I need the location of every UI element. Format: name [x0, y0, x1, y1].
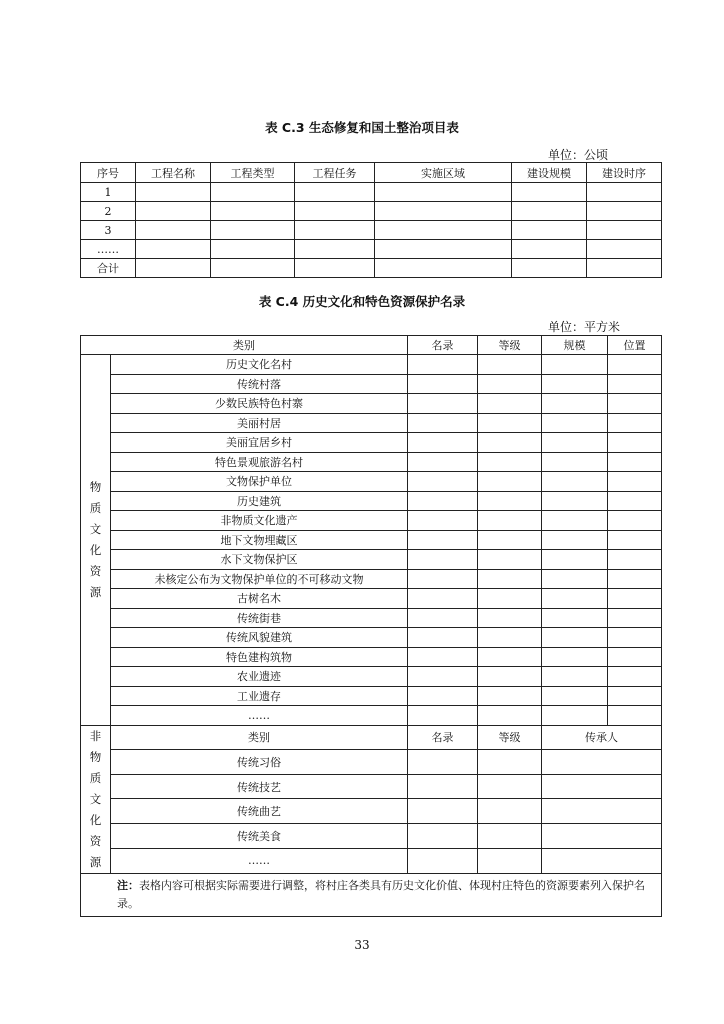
table-c3-header-cell: 序号 [81, 163, 136, 183]
table-c4-material-row [81, 686, 662, 706]
table-c4-empty-cell [542, 750, 662, 775]
table-c4-empty-cell [478, 750, 542, 775]
table-c4-intangible-row [81, 774, 662, 799]
table-c4-empty-cell [542, 799, 662, 824]
table-c4-empty-cell [478, 589, 542, 609]
table-c4-material-row [81, 433, 662, 453]
material-item-cell: 少数民族特色村寨 [111, 394, 408, 414]
table-c4-empty-cell [608, 472, 662, 492]
table-c4-intangible-row [81, 799, 662, 824]
table-c4-empty-cell [608, 647, 662, 667]
table-c4-empty-cell [408, 491, 478, 511]
table-c3-empty-cell [211, 183, 295, 202]
table-c4-empty-cell [608, 667, 662, 687]
table-c4-header-cell: 规模 [542, 336, 608, 355]
table-c3-empty-cell [587, 202, 662, 221]
table-c3-empty-cell [375, 221, 512, 240]
intangible-item-cell: 传统曲艺 [111, 799, 408, 824]
table-c4-empty-cell [408, 569, 478, 589]
table-c4-empty-cell [408, 667, 478, 687]
table-c4-empty-cell [478, 394, 542, 414]
table-c3-empty-cell [375, 259, 512, 278]
table-c4-empty-cell [608, 530, 662, 550]
table-c4-material-row [81, 608, 662, 628]
table-c4-material-row [81, 667, 662, 687]
table-c3-empty-cell [136, 221, 211, 240]
material-item-cell: 特色建构筑物 [111, 647, 408, 667]
table-c4-material-row [81, 569, 662, 589]
intangible-item-cell: 传统习俗 [111, 750, 408, 775]
table-c4-empty-cell [608, 374, 662, 394]
table-c4-empty-cell [408, 452, 478, 472]
intangible-header-cell: 等级 [478, 725, 542, 750]
table-c3-header-row [81, 163, 662, 183]
table-c4-title: 表 C.4 历史文化和特色资源保护名录 [258, 294, 466, 309]
table-c3-header-cell: 工程类型 [211, 163, 295, 183]
material-item-cell: 传统街巷 [111, 608, 408, 628]
table-c3-empty-cell [375, 202, 512, 221]
table-c3-index-cell: 1 [81, 183, 136, 202]
table-c3-empty-cell [512, 221, 587, 240]
table-c4-empty-cell [408, 799, 478, 824]
table-c4-empty-cell [478, 472, 542, 492]
material-item-cell: 地下文物埋藏区 [111, 530, 408, 550]
table-c4-material-row [81, 394, 662, 414]
table-c4-empty-cell [542, 452, 608, 472]
table-c3-title: 表 C.3 生态修复和国土整治项目表 [265, 120, 459, 135]
table-c3-empty-cell [295, 221, 375, 240]
table-c4-empty-cell [608, 686, 662, 706]
table-c4-empty-cell [478, 433, 542, 453]
table-c4-material-row [81, 589, 662, 609]
table-c4-empty-cell [542, 589, 608, 609]
table-c4-empty-cell [478, 569, 542, 589]
table-c4-empty-cell [542, 530, 608, 550]
table-c4-empty-cell [542, 433, 608, 453]
material-item-cell: 古树名木 [111, 589, 408, 609]
intangible-header-cell: 类别 [111, 725, 408, 750]
material-item-cell: 美丽村居 [111, 413, 408, 433]
material-item-cell: 水下文物保护区 [111, 550, 408, 570]
table-c3-row [81, 221, 662, 240]
table-c3-unit: 单位：公顷 [548, 148, 609, 162]
table-c4-empty-cell [478, 530, 542, 550]
table-c4-empty-cell [608, 355, 662, 375]
table-c3-empty-cell [295, 259, 375, 278]
intangible-header-cell: 名录 [408, 725, 478, 750]
table-c4-empty-cell [408, 774, 478, 799]
table-c4-empty-cell [608, 511, 662, 531]
material-item-cell: 历史建筑 [111, 491, 408, 511]
table-c4-empty-cell [478, 452, 542, 472]
table-c3-index-cell: 3 [81, 221, 136, 240]
table-c4-empty-cell [478, 355, 542, 375]
table-c4-empty-cell [478, 550, 542, 570]
table-c4-material-row [81, 491, 662, 511]
table-c4-empty-cell [478, 774, 542, 799]
table-c4-empty-cell [478, 413, 542, 433]
material-group-text: 物质文化资源 [89, 479, 102, 599]
table-c4-empty-cell [608, 491, 662, 511]
intangible-item-cell: 传统技艺 [111, 774, 408, 799]
table-c4-empty-cell [608, 569, 662, 589]
table-c3-header-cell: 建设时序 [587, 163, 662, 183]
table-c4-empty-cell [608, 706, 662, 726]
table-c3-empty-cell [136, 259, 211, 278]
table-c3-empty-cell [295, 240, 375, 259]
table-c4-empty-cell [408, 374, 478, 394]
table-c4-empty-cell [408, 394, 478, 414]
table-c3-empty-cell [136, 183, 211, 202]
table-c4-unit: 单位：平方米 [548, 320, 621, 334]
table-c4-empty-cell [478, 824, 542, 849]
table-c4-empty-cell [542, 686, 608, 706]
table-c3-empty-cell [136, 240, 211, 259]
table-c4-empty-cell [478, 608, 542, 628]
table-c4-header-cell: 位置 [608, 336, 662, 355]
table-c4-empty-cell [478, 799, 542, 824]
table-c4-empty-cell [542, 647, 608, 667]
table-c3-row [81, 240, 662, 259]
table-c4-empty-cell [542, 511, 608, 531]
table-c3-index-cell: 合计 [81, 259, 136, 278]
table-c4-intangible-row [81, 824, 662, 849]
table-c4-material-row [81, 647, 662, 667]
table-c4-empty-cell [608, 608, 662, 628]
table-c4-empty-cell [478, 511, 542, 531]
material-item-cell: 未核定公布为文物保护单位的不可移动文物 [111, 569, 408, 589]
table-c3-row [81, 183, 662, 202]
note-label: 注： [117, 878, 139, 892]
table-c4-empty-cell [408, 686, 478, 706]
material-item-cell: 传统风貌建筑 [111, 628, 408, 648]
table-c3-empty-cell [587, 240, 662, 259]
table-c4-empty-cell [542, 355, 608, 375]
table-c3-empty-cell [587, 221, 662, 240]
material-item-cell: 传统村落 [111, 374, 408, 394]
page-number: 33 [354, 938, 370, 952]
table-c4-empty-cell [608, 452, 662, 472]
table-c3-empty-cell [211, 240, 295, 259]
table-c3-index-cell: …… [81, 240, 136, 259]
table-c3-empty-cell [136, 202, 211, 221]
table-c4-empty-cell [408, 628, 478, 648]
table-c4-empty-cell [408, 824, 478, 849]
table-c4-empty-cell [608, 589, 662, 609]
table-c3-row [81, 259, 662, 278]
table-c4-empty-cell [408, 848, 478, 873]
table-c3-empty-cell [512, 240, 587, 259]
table-c4-empty-cell [608, 550, 662, 570]
material-item-cell: …… [111, 706, 408, 726]
table-c4-empty-cell [608, 628, 662, 648]
table-c4-empty-cell [542, 491, 608, 511]
material-item-cell: 历史文化名村 [111, 355, 408, 375]
table-c4-empty-cell [408, 530, 478, 550]
table-c4-empty-cell [542, 413, 608, 433]
table-c4-header-cell: 等级 [478, 336, 542, 355]
table-c4-empty-cell [542, 774, 662, 799]
intangible-group-label [81, 725, 111, 873]
table-c4-empty-cell [608, 394, 662, 414]
table-c3-empty-cell [295, 202, 375, 221]
table-c4-empty-cell [542, 608, 608, 628]
table-c3-index-cell: 2 [81, 202, 136, 221]
table-c3-empty-cell [587, 183, 662, 202]
table-c4-material-row [81, 452, 662, 472]
material-item-cell: 农业遗迹 [111, 667, 408, 687]
table-c4-intangible-row [81, 848, 662, 873]
table-c4-empty-cell [408, 589, 478, 609]
table-c4-material-row [81, 530, 662, 550]
table-c4-header-cell: 类别 [81, 336, 408, 355]
table-c3-header-cell: 工程任务 [295, 163, 375, 183]
table-c3-row [81, 202, 662, 221]
table-c4-empty-cell [408, 647, 478, 667]
intangible-group-text: 非物质文化资源 [89, 728, 102, 869]
table-c3-empty-cell [211, 221, 295, 240]
table-c4-empty-cell [542, 472, 608, 492]
table-c4-empty-cell [478, 491, 542, 511]
table-c4-material-row [81, 355, 662, 375]
table-c4-empty-cell [408, 433, 478, 453]
table-c4-header-cell: 名录 [408, 336, 478, 355]
table-c4-empty-cell [542, 394, 608, 414]
table-c4-empty-cell [408, 511, 478, 531]
table-c4-empty-cell [542, 550, 608, 570]
table-c4-empty-cell [478, 647, 542, 667]
table-c4-empty-cell [408, 608, 478, 628]
table-c3-header-cell: 实施区域 [375, 163, 512, 183]
note-text: 表格内容可根据实际需要进行调整，将村庄各类具有历史文化价值、体现村庄特色的资源要素列入保护名录。 [117, 878, 645, 910]
table-c3-empty-cell [375, 240, 512, 259]
table-c4-material-row [81, 374, 662, 394]
table-c4-empty-cell [542, 848, 662, 873]
table-c3-empty-cell [512, 259, 587, 278]
intangible-item-cell: …… [111, 848, 408, 873]
table-c4-empty-cell [478, 374, 542, 394]
table-c4-intangible-header-row [81, 725, 662, 750]
table-c4-empty-cell [408, 355, 478, 375]
table-c4-empty-cell [542, 569, 608, 589]
table-c4-empty-cell [478, 706, 542, 726]
material-item-cell: 非物质文化遗产 [111, 511, 408, 531]
table-c4-material-row [81, 628, 662, 648]
table-c4-empty-cell [478, 686, 542, 706]
table-c4-note-row [81, 873, 662, 916]
table-c4-empty-cell [478, 848, 542, 873]
intangible-item-cell: 传统美食 [111, 824, 408, 849]
table-c4-empty-cell [408, 750, 478, 775]
material-item-cell: 美丽宜居乡村 [111, 433, 408, 453]
table-c4-material-row [81, 413, 662, 433]
table-c3-empty-cell [512, 202, 587, 221]
table-c4-header-row [81, 336, 662, 355]
material-group-label [81, 355, 111, 726]
table-c3-empty-cell [211, 259, 295, 278]
material-item-cell: 特色景观旅游名村 [111, 452, 408, 472]
table-c4-empty-cell [542, 628, 608, 648]
table-c3-header-cell: 工程名称 [136, 163, 211, 183]
table-c4-material-row [81, 511, 662, 531]
table-c4-empty-cell [408, 550, 478, 570]
table-c4-empty-cell [608, 413, 662, 433]
table-c4 [80, 335, 662, 917]
table-c4-empty-cell [542, 374, 608, 394]
table-c3-empty-cell [375, 183, 512, 202]
table-c3-empty-cell [512, 183, 587, 202]
table-c4-material-row [81, 472, 662, 492]
material-item-cell: 工业遗存 [111, 686, 408, 706]
table-c4-empty-cell [408, 706, 478, 726]
table-c4-empty-cell [542, 706, 608, 726]
table-c4-empty-cell [542, 667, 608, 687]
table-c4-empty-cell [542, 824, 662, 849]
table-c3-empty-cell [295, 183, 375, 202]
table-c4-empty-cell [408, 472, 478, 492]
table-c3-empty-cell [211, 202, 295, 221]
table-c4-material-row [81, 706, 662, 726]
table-c3-header-cell: 建设规模 [512, 163, 587, 183]
table-c4-empty-cell [608, 433, 662, 453]
table-c4-material-row [81, 550, 662, 570]
table-c4-empty-cell [408, 413, 478, 433]
table-c4-intangible-row [81, 750, 662, 775]
table-c4-note [81, 873, 662, 916]
table-c3-empty-cell [587, 259, 662, 278]
material-item-cell: 文物保护单位 [111, 472, 408, 492]
table-c3 [80, 162, 662, 278]
table-c4-empty-cell [478, 628, 542, 648]
intangible-header-cell: 传承人 [542, 725, 662, 750]
table-c4-empty-cell [478, 667, 542, 687]
